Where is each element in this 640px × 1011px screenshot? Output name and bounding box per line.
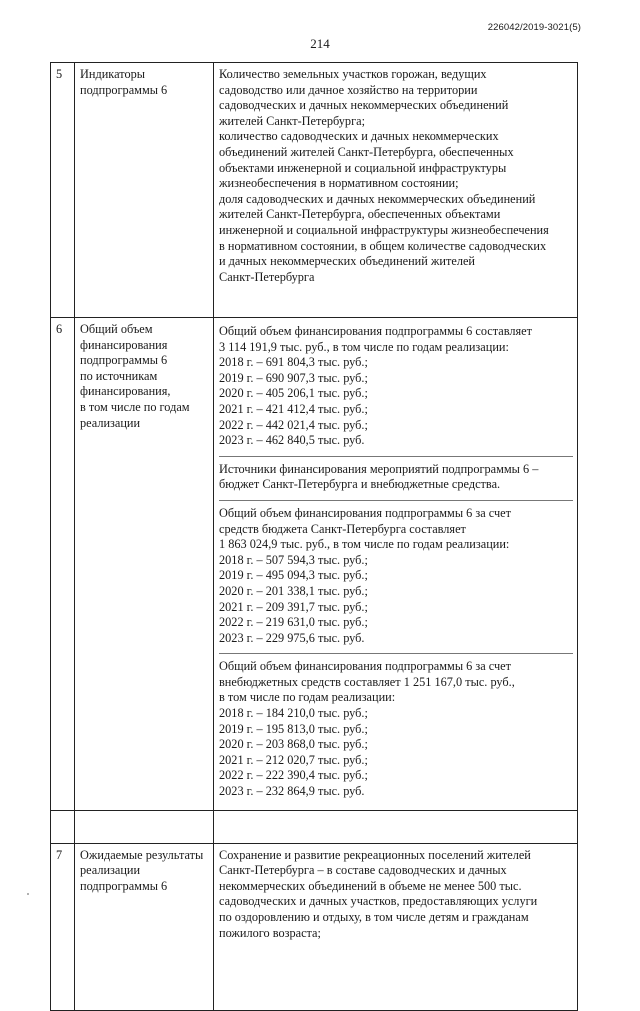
- text-line: 2022 г. – 222 390,4 тыс. руб.;: [219, 768, 368, 783]
- label-lines: [80, 322, 209, 431]
- text-line: 2020 г. – 203 868,0 тыс. руб.;: [219, 737, 368, 752]
- text-line: Сохранение и развитие рекреационных поселений жителей: [219, 847, 531, 862]
- text-line: средств бюджета Санкт-Петербурга составляет: [219, 521, 466, 536]
- text-line: Источники финансирования мероприятий подпрограммы 6 –: [219, 461, 539, 476]
- text-line: 2019 г. – 495 094,3 тыс. руб.;: [219, 568, 368, 583]
- financing-total-section: [219, 322, 573, 455]
- text-line: 2022 г. – 442 021,4 тыс. руб.;: [219, 417, 368, 432]
- text-line: объединений жителей Санкт-Петербурга, обеспеченных: [219, 144, 514, 159]
- text-line: в том числе по годам: [80, 399, 190, 414]
- text-line: садоводческих и дачных некоммерческих объединений: [219, 98, 509, 113]
- text-line: 2023 г. – 462 840,5 тыс. руб.: [219, 433, 365, 448]
- page-number: 214: [310, 36, 330, 51]
- text-line: садоводческих и дачных участков, предоставляющих услуги: [219, 894, 538, 909]
- expected-results-text: [219, 848, 573, 942]
- text-line: финансирования,: [80, 384, 171, 399]
- row-number: 7: [51, 843, 75, 1010]
- row-label: [75, 318, 214, 811]
- text-line: 2021 г. – 212 020,7 тыс. руб.;: [219, 752, 368, 767]
- text-line: Общий объем финансирования подпрограммы 6 за счет: [219, 659, 512, 674]
- financing-extrabudgetary-section: [219, 653, 573, 805]
- table-row-expected-results: [51, 843, 578, 1010]
- row-number: 5: [51, 63, 75, 318]
- text-line: Общий объем финансирования подпрограммы 6 составляет: [219, 324, 533, 338]
- text-line: пожилого возраста;: [219, 925, 321, 940]
- table-row-indicators: [51, 63, 578, 318]
- text-line: в нормативном состоянии, в общем количестве садоводческих: [219, 238, 547, 253]
- row-label: [75, 843, 214, 1010]
- text-line: внебюджетных средств составляет 1 251 167,0 тыс. руб.,: [219, 674, 515, 689]
- text-line: Санкт-Петербурга – в составе садоводческих и дачных: [219, 863, 507, 878]
- text-line: некоммерческих объединений в объеме не менее 500 тыс.: [219, 878, 522, 893]
- text-line: 2018 г. – 184 210,0 тыс. руб.;: [219, 706, 368, 721]
- text-line: 2018 г. – 691 804,3 тыс. руб.;: [219, 355, 368, 370]
- text-line: 2022 г. – 219 631,0 тыс. руб.;: [219, 615, 368, 630]
- row-content: [214, 843, 578, 1010]
- text-line: финансирования: [80, 337, 168, 352]
- text-line: Санкт-Петербурга: [219, 269, 315, 284]
- label-lines: [80, 848, 209, 895]
- financing-budget-section: [219, 500, 573, 652]
- financing-sources-section: [219, 456, 573, 499]
- text-line: 2020 г. – 405 206,1 тыс. руб.;: [219, 386, 368, 401]
- row-number: 6: [51, 318, 75, 811]
- text-line: 2023 г. – 229 975,6 тыс. руб.: [219, 630, 365, 645]
- text-line: жизнеобеспечения в нормативном состоянии;: [219, 176, 459, 191]
- text-line: Количество земельных участков горожан, ведущих: [219, 67, 487, 81]
- text-line: количество садоводческих и дачных некоммерческих: [219, 129, 499, 144]
- text-line: Общий объем финансирования подпрограммы 6 за счет: [219, 505, 512, 520]
- text-line: объектами инженерной и социальной инфраструктуры: [219, 160, 507, 175]
- text-line: 2019 г. – 690 907,3 тыс. руб.;: [219, 370, 368, 385]
- text-line: Индикаторы: [80, 67, 145, 81]
- text-line: садоводство или дачное хозяйство на территории: [219, 82, 478, 97]
- text-line: 2019 г. – 195 813,0 тыс. руб.;: [219, 721, 368, 736]
- text-line: 2023 г. – 232 864,9 тыс. руб.: [219, 784, 365, 799]
- text-line: 3 114 191,9 тыс. руб., в том числе по годам реализации:: [219, 339, 509, 354]
- text-line: инженерной и социальной инфраструктуры жизнеобеспечения: [219, 222, 549, 237]
- document-id: 226042/2019-3021(5): [487, 22, 581, 33]
- text-line: подпрограммы 6: [80, 878, 168, 893]
- text-line: в том числе по годам реализации:: [219, 690, 396, 705]
- text-line: доля садоводческих и дачных некоммерческих объединений: [219, 191, 536, 206]
- text-line: реализации: [80, 415, 141, 430]
- text-line: бюджет Санкт-Петербурга и внебюджетные средства.: [219, 477, 501, 492]
- text-line: подпрограммы 6: [80, 353, 168, 368]
- text-line: жителей Санкт-Петербурга;: [219, 113, 366, 128]
- text-line: жителей Санкт-Петербурга, обеспеченных объектами: [219, 207, 501, 222]
- label-lines: [80, 67, 209, 98]
- text-line: по источникам: [80, 368, 158, 383]
- table-row-financing: [51, 318, 578, 811]
- indicators-text: [219, 67, 573, 285]
- text-line: по оздоровлению и отдыху, в том числе детям и гражданам: [219, 910, 529, 924]
- text-line: реализации: [80, 863, 141, 878]
- row-content: [214, 318, 578, 811]
- text-line: подпрограммы 6: [80, 82, 168, 97]
- text-line: и дачных некоммерческих объединений жителей: [219, 254, 476, 269]
- scan-speck: [27, 893, 29, 895]
- row-content: [214, 63, 578, 318]
- text-line: 2020 г. – 201 338,1 тыс. руб.;: [219, 583, 368, 598]
- subprogram-passport-table: [50, 62, 578, 1011]
- text-line: 2021 г. – 209 391,7 тыс. руб.;: [219, 599, 368, 614]
- text-line: Общий объем: [80, 322, 153, 336]
- text-line: Ожидаемые результаты: [80, 847, 204, 862]
- text-line: 2021 г. – 421 412,4 тыс. руб.;: [219, 401, 368, 416]
- row-label: [75, 63, 214, 318]
- text-line: 2018 г. – 507 594,3 тыс. руб.;: [219, 552, 368, 567]
- text-line: 1 863 024,9 тыс. руб., в том числе по годам реализации:: [219, 537, 510, 552]
- table-spacer-row: [51, 810, 578, 843]
